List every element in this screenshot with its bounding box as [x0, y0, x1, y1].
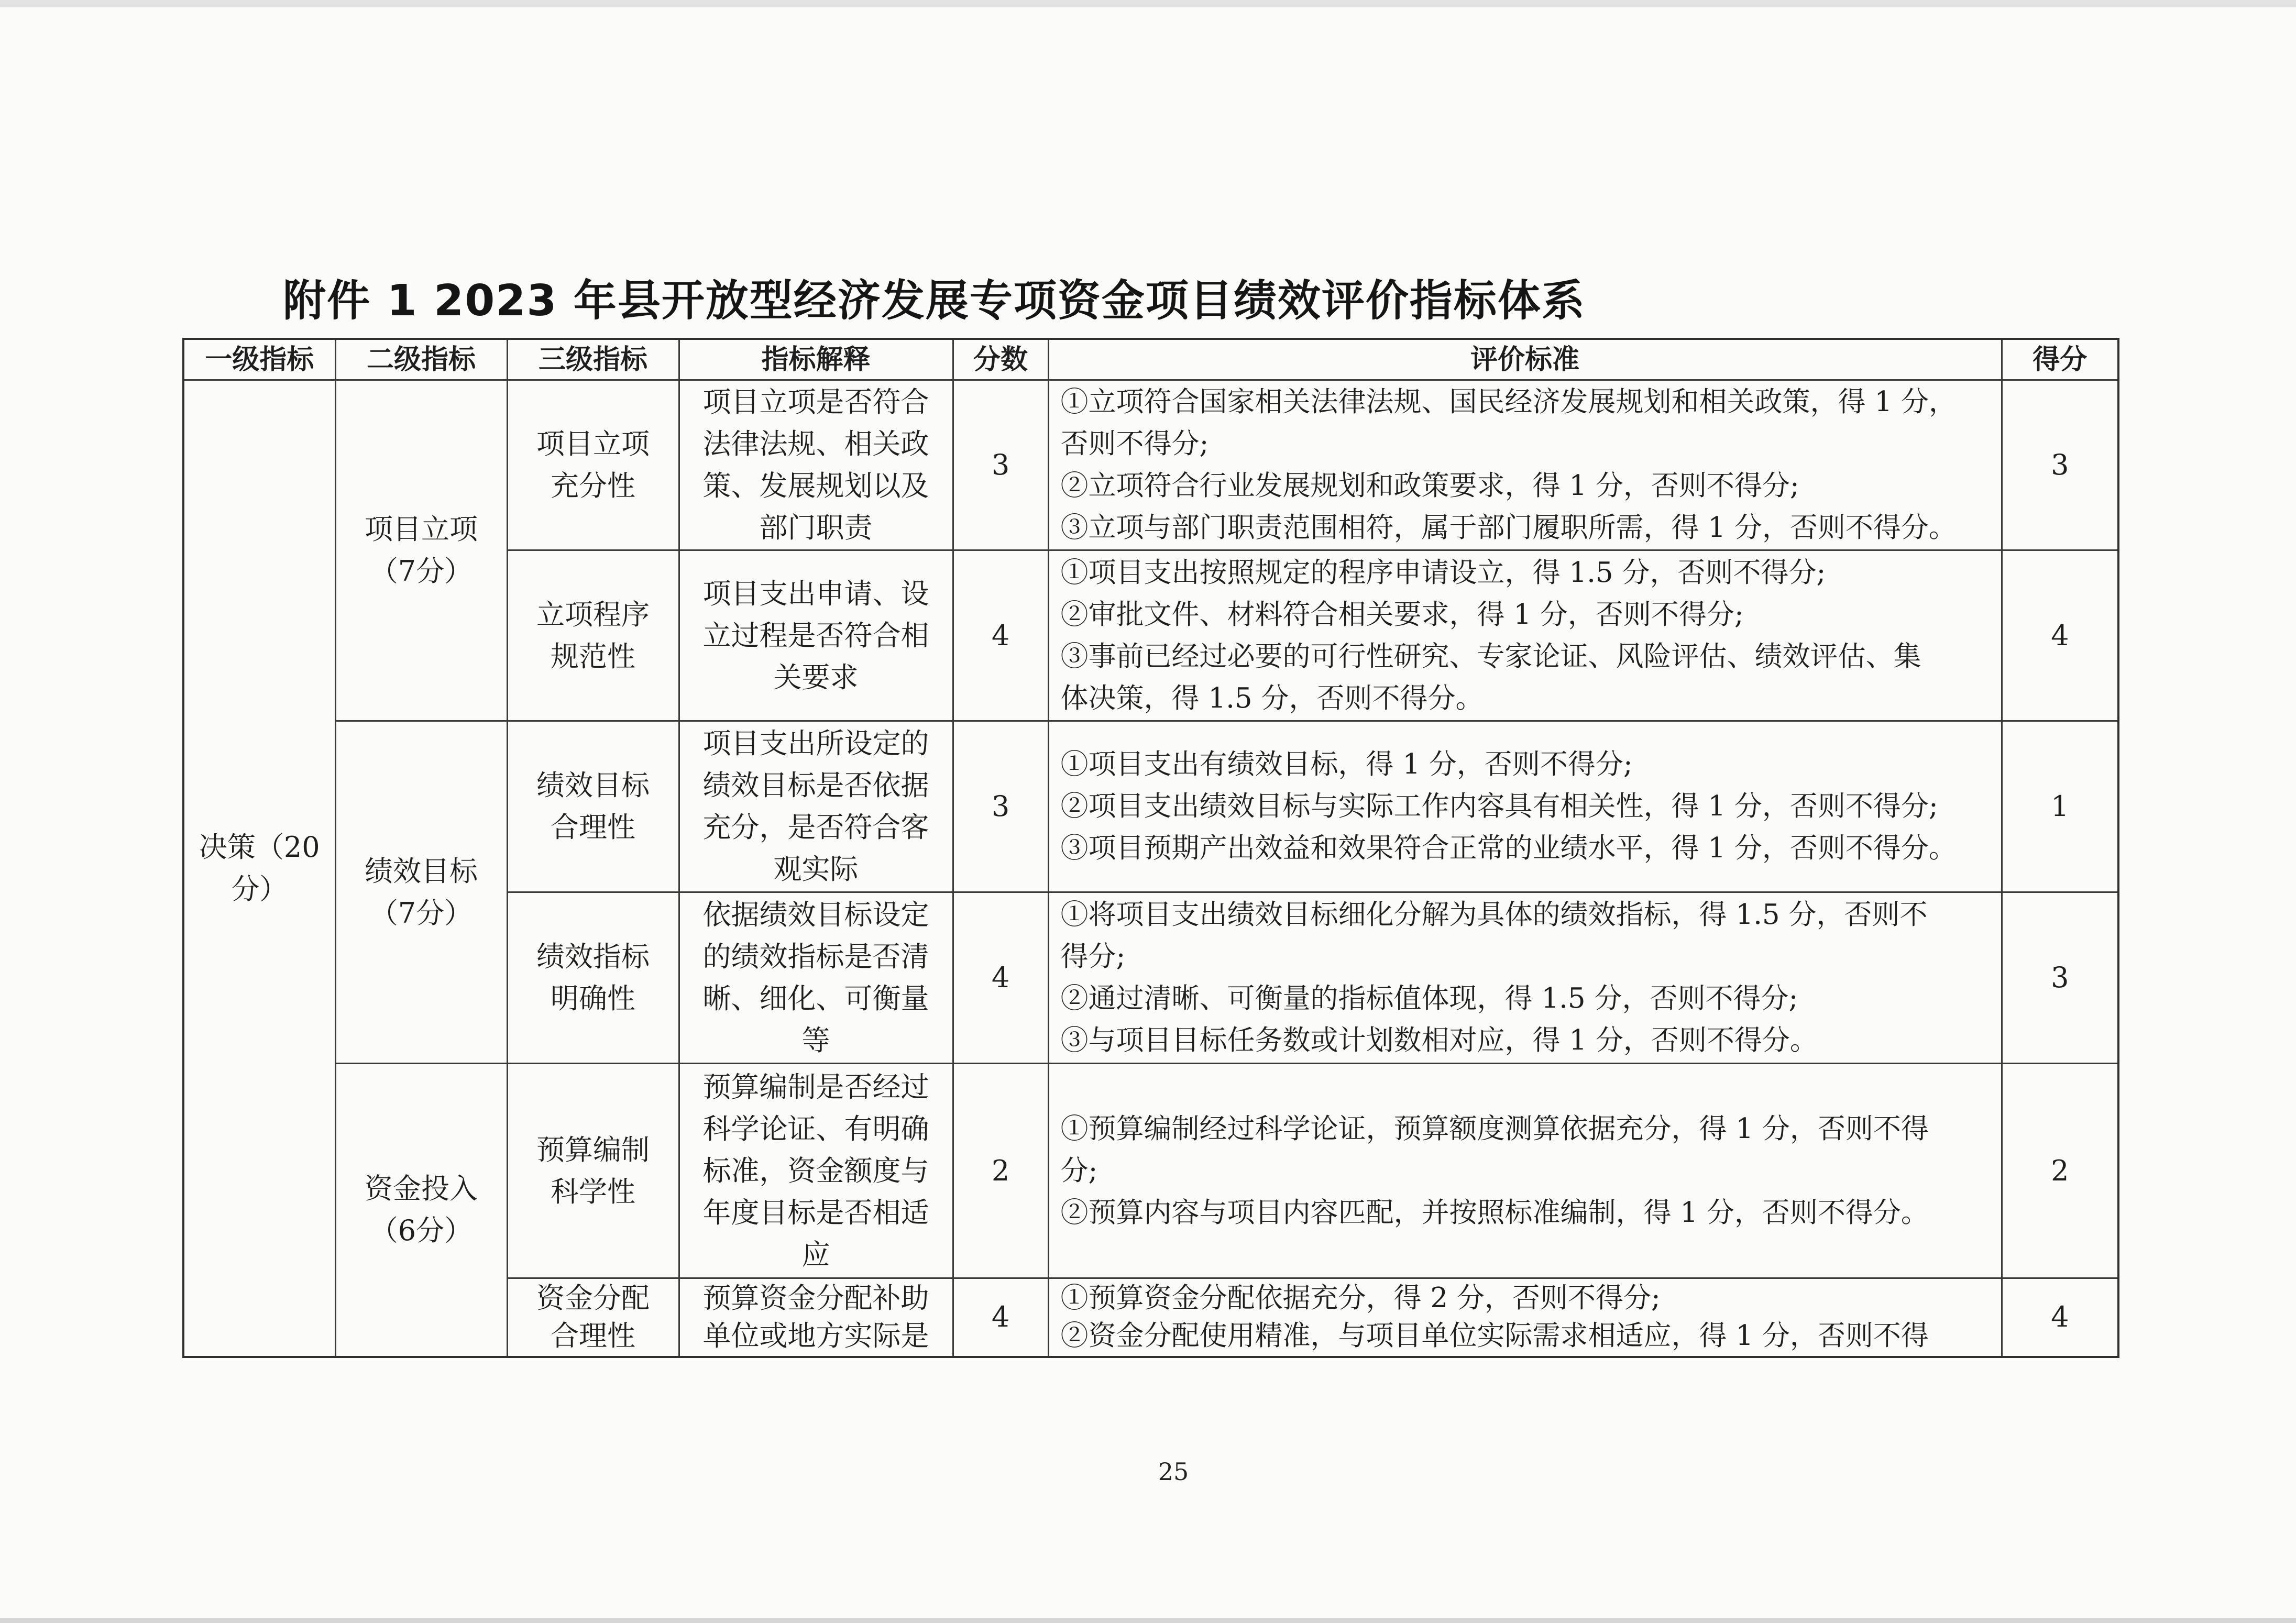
level3-text: 立项程序规范性: [536, 598, 650, 673]
points-cell: 2: [953, 1064, 1048, 1278]
level3-text: 绩效指标明确性: [536, 940, 650, 1015]
criteria-line: ③项目预期产出效益和效果符合正常的业绩水平，得 1 分，否则不得分。: [1060, 832, 1957, 864]
score-cell: 4: [2002, 550, 2118, 721]
explanation-cell: [679, 892, 953, 1064]
indicator-table: [182, 338, 2119, 1358]
level3-cell: [507, 550, 679, 721]
level3-cell: [507, 721, 679, 892]
header-score: 得分: [2002, 339, 2118, 380]
criteria-cell: [1048, 721, 2002, 892]
level3-text: 绩效目标合理性: [536, 769, 650, 844]
criteria-cell: [1048, 892, 2002, 1064]
criteria-line: 体决策，得 1.5 分，否则不得分。: [1060, 682, 1484, 714]
level2-points: （6分）: [369, 1214, 473, 1247]
level2-points: （7分）: [369, 555, 473, 588]
criteria-line: 否则不得分;: [1060, 428, 1209, 460]
header-criteria: 评价标准: [1048, 339, 2002, 380]
level3-cell: [507, 892, 679, 1064]
criteria-line: ①预算资金分配依据充分，得 2 分，否则不得分;: [1060, 1282, 1661, 1315]
level1-cell: [183, 380, 335, 1357]
header-level3: 三级指标: [507, 339, 679, 380]
level3-cell: [507, 1064, 679, 1278]
explanation-text: 项目立项是否符合法律法规、相关政策、发展规划以及部门职责: [702, 385, 929, 544]
level2-label: 绩效目标: [365, 854, 478, 888]
header-level2: 二级指标: [335, 339, 507, 380]
level3-cell: [507, 380, 679, 550]
criteria-line: ①将项目支出绩效目标细化分解为具体的绩效指标，得 1.5 分，否则不: [1060, 899, 1928, 931]
explanation-cell: [679, 1064, 953, 1278]
table-header-row: [183, 339, 2118, 380]
criteria-line: ①立项符合国家相关法律法规、国民经济发展规划和相关政策，得 1 分，: [1060, 386, 1957, 418]
criteria-cell: [1048, 380, 2002, 550]
page-number: 25: [1158, 1458, 1189, 1486]
header-points: 分数: [953, 339, 1048, 380]
points-cell: 3: [953, 721, 1048, 892]
points-cell: 3: [953, 380, 1048, 550]
criteria-line: ③立项与部门职责范围相符，属于部门履职所需，得 1 分，否则不得分。: [1060, 512, 1957, 544]
score-cell: 4: [2002, 1278, 2118, 1357]
level3-text: 项目立项充分性: [536, 427, 650, 502]
table-row: [183, 1064, 2118, 1278]
points-cell: 4: [953, 550, 1048, 721]
explanation-cell: [679, 550, 953, 721]
criteria-line: ②审批文件、材料符合相关要求，得 1 分，否则不得分;: [1060, 598, 1744, 631]
header-level1: 一级指标: [183, 339, 335, 380]
header-explanation: 指标解释: [679, 339, 953, 380]
level2-cell-fund-input: [335, 1064, 507, 1357]
level2-label: 资金投入: [365, 1172, 478, 1206]
criteria-line: ③与项目目标任务数或计划数相对应，得 1 分，否则不得分。: [1060, 1024, 1818, 1056]
level3-text: 资金分配合理性: [536, 1282, 650, 1353]
criteria-line: ②项目支出绩效目标与实际工作内容具有相关性，得 1 分，否则不得分;: [1060, 790, 1938, 822]
level3-cell: [507, 1278, 679, 1357]
level2-label: 项目立项: [365, 513, 478, 546]
explanation-text: 预算资金分配补助单位或地方实际是: [702, 1282, 929, 1353]
explanation-text: 项目支出所设定的绩效目标是否依据充分，是否符合客观实际: [702, 727, 929, 886]
criteria-cell: [1048, 550, 2002, 721]
criteria-line: ②资金分配使用精准，与项目单位实际需求相适应，得 1 分，否则不得: [1060, 1320, 1929, 1352]
criteria-line: ③事前已经过必要的可行性研究、专家论证、风险评估、绩效评估、集: [1060, 640, 1921, 672]
table-row: [183, 721, 2118, 892]
criteria-line: ①项目支出有绩效目标，得 1 分，否则不得分;: [1060, 748, 1633, 780]
criteria-line: ②立项符合行业发展规划和政策要求，得 1 分，否则不得分;: [1060, 470, 1799, 502]
criteria-line: 得分;: [1060, 941, 1126, 973]
explanation-cell: [679, 721, 953, 892]
score-cell: 3: [2002, 380, 2118, 550]
explanation-cell: [679, 380, 953, 550]
explanation-text: 项目支出申请、设立过程是否符合相关要求: [702, 577, 929, 694]
criteria-line: ①预算编制经过科学论证，预算额度测算依据充分，得 1 分，否则不得: [1060, 1112, 1929, 1145]
criteria-line: 分;: [1060, 1154, 1098, 1187]
level2-points: （7分）: [369, 896, 473, 930]
score-cell: 1: [2002, 721, 2118, 892]
explanation-cell: [679, 1278, 953, 1357]
criteria-cell: [1048, 1064, 2002, 1278]
score-cell: 2: [2002, 1064, 2118, 1278]
points-cell: 4: [953, 892, 1048, 1064]
level3-text: 预算编制科学性: [536, 1133, 650, 1208]
explanation-text: 预算编制是否经过科学论证、有明确标准，资金额度与年度目标是否相适应: [702, 1070, 929, 1271]
explanation-text: 依据绩效目标设定的绩效指标是否清晰、细化、可衡量等: [702, 898, 929, 1057]
criteria-cell: [1048, 1278, 2002, 1357]
level1-text: 决策（20 分）: [199, 830, 320, 906]
level2-cell-performance-goals: [335, 721, 507, 1064]
table-row: [183, 380, 2118, 550]
criteria-line: ②预算内容与项目内容匹配，并按照标准编制，得 1 分，否则不得分。: [1060, 1196, 1929, 1229]
criteria-line: ①项目支出按照规定的程序申请设立，得 1.5 分，否则不得分;: [1060, 556, 1826, 589]
points-cell: 4: [953, 1278, 1048, 1357]
criteria-line: ②通过清晰、可衡量的指标值体现，得 1.5 分，否则不得分;: [1060, 982, 1798, 1014]
document-title: 附件 1 2023 年县开放型经济发展专项资金项目绩效评价指标体系: [283, 276, 1586, 326]
level2-cell-project-approval: [335, 380, 507, 721]
score-cell: 3: [2002, 892, 2118, 1064]
